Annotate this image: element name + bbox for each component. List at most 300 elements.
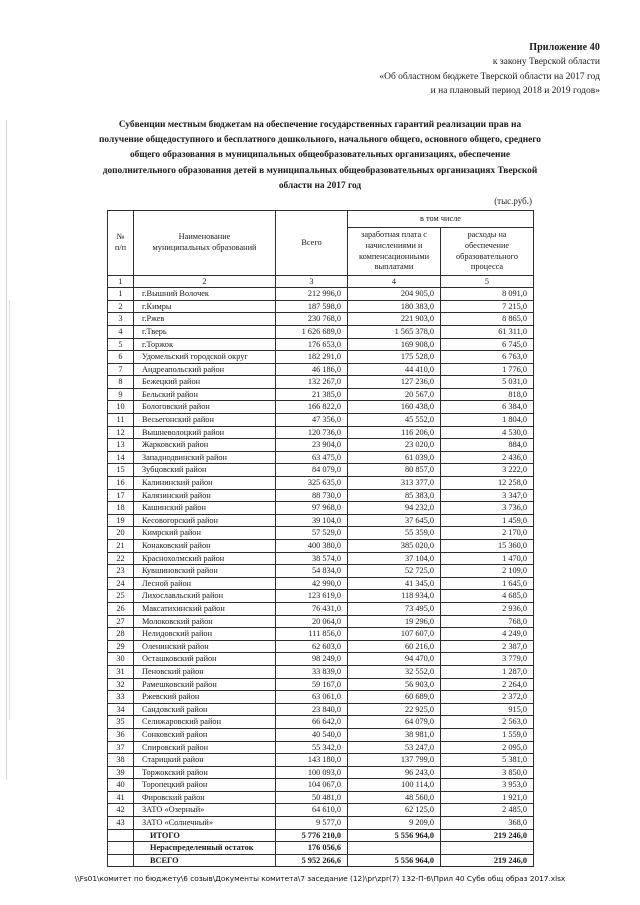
cell-process: 1 645,0 bbox=[441, 577, 534, 590]
header-salary-line2: начислениями и bbox=[365, 240, 423, 250]
table-row bbox=[108, 540, 534, 553]
scan-edge-mark-secondary bbox=[9, 300, 10, 720]
cell-row-number: 2 bbox=[108, 300, 134, 313]
table-row bbox=[108, 401, 534, 414]
cell-municipality-name: Нелидовский район bbox=[134, 628, 276, 641]
cell-row-number: 19 bbox=[108, 514, 134, 527]
cell-salary: 96 243,0 bbox=[348, 766, 441, 779]
header-process-line4: процесса bbox=[470, 262, 504, 272]
cell-salary: 5 556 964,0 bbox=[348, 854, 441, 867]
cell-process: 6 745,0 bbox=[441, 338, 534, 351]
cell-total: 62 603,0 bbox=[276, 640, 348, 653]
cell-municipality-name: ЗАТО «Озерный» bbox=[134, 804, 276, 817]
cell-total: 50 481,0 bbox=[276, 791, 348, 804]
table-row bbox=[108, 552, 534, 565]
cell-salary: 313 377,0 bbox=[348, 477, 441, 490]
cell-row-number bbox=[108, 829, 134, 842]
cell-municipality-name: ИТОГО bbox=[134, 829, 276, 842]
table-row bbox=[108, 313, 534, 326]
cell-municipality-name: Максатихинский район bbox=[134, 602, 276, 615]
table-row bbox=[108, 691, 534, 704]
cell-municipality-name: Кашинский район bbox=[134, 502, 276, 515]
cell-total: 47 356,0 bbox=[276, 414, 348, 427]
cell-salary: 45 552,0 bbox=[348, 414, 441, 427]
cell-total: 212 996,0 bbox=[276, 288, 348, 301]
cell-total: 143 180,0 bbox=[276, 754, 348, 767]
scan-edge-mark bbox=[6, 120, 7, 780]
cell-municipality-name: Кесовогорский район bbox=[134, 514, 276, 527]
subventions-table bbox=[107, 210, 534, 867]
cell-total: 20 064,0 bbox=[276, 615, 348, 628]
table-row bbox=[108, 703, 534, 716]
cell-municipality-name: Жарковский район bbox=[134, 439, 276, 452]
cell-salary: 53 247,0 bbox=[348, 741, 441, 754]
cell-municipality-name: Бежецкий район bbox=[134, 376, 276, 389]
cell-municipality-name: Андреапольский район bbox=[134, 363, 276, 376]
cell-salary: 37 104,0 bbox=[348, 552, 441, 565]
cell-municipality-name: Краснохолмский район bbox=[134, 552, 276, 565]
cell-municipality-name: ЗАТО «Солнечный» bbox=[134, 817, 276, 830]
cell-salary: 94 470,0 bbox=[348, 653, 441, 666]
table-summary-row bbox=[108, 854, 534, 867]
table-row bbox=[108, 414, 534, 427]
cell-salary: 48 560,0 bbox=[348, 791, 441, 804]
cell-salary: 62 125,0 bbox=[348, 804, 441, 817]
cell-row-number: 35 bbox=[108, 716, 134, 729]
cell-municipality-name: Бельский район bbox=[134, 388, 276, 401]
cell-salary: 385 020,0 bbox=[348, 540, 441, 553]
cell-salary: 61 039,0 bbox=[348, 451, 441, 464]
cell-salary: 94 232,0 bbox=[348, 502, 441, 515]
cell-process: 768,0 bbox=[441, 615, 534, 628]
cell-salary: 22 925,0 bbox=[348, 703, 441, 716]
table-row bbox=[108, 615, 534, 628]
title-line-2: получение общедоступного и бесплатного дошкольного, начального общего, основного общего, среднего bbox=[99, 135, 541, 146]
cell-row-number: 37 bbox=[108, 741, 134, 754]
cell-process: 2 936,0 bbox=[441, 602, 534, 615]
cell-total: 23 904,0 bbox=[276, 439, 348, 452]
cell-total: 176 056,6 bbox=[276, 842, 348, 855]
cell-municipality-name: Оленинский район bbox=[134, 640, 276, 653]
table-row bbox=[108, 602, 534, 615]
cell-row-number: 29 bbox=[108, 640, 134, 653]
cell-total: 38 574,0 bbox=[276, 552, 348, 565]
cell-total: 120 736,0 bbox=[276, 426, 348, 439]
cell-salary: 160 438,0 bbox=[348, 401, 441, 414]
table-row bbox=[108, 351, 534, 364]
cell-salary: 221 903,0 bbox=[348, 313, 441, 326]
cell-total: 5 952 266,6 bbox=[276, 854, 348, 867]
table-column-numbering-row bbox=[108, 276, 534, 288]
cell-municipality-name: г.Торжок bbox=[134, 338, 276, 351]
table-row bbox=[108, 338, 534, 351]
cell-total: 104 067,0 bbox=[276, 779, 348, 792]
cell-salary: 169 908,0 bbox=[348, 338, 441, 351]
cell-row-number: 10 bbox=[108, 401, 134, 414]
table-row bbox=[108, 565, 534, 578]
cell-process: 2 436,0 bbox=[441, 451, 534, 464]
cell-row-number: 42 bbox=[108, 804, 134, 817]
table-row bbox=[108, 766, 534, 779]
cell-row-number: 4 bbox=[108, 325, 134, 338]
table-row bbox=[108, 640, 534, 653]
header-salary-line3: компенсационными bbox=[358, 251, 430, 261]
cell-total: 123 619,0 bbox=[276, 590, 348, 603]
table-row bbox=[108, 590, 534, 603]
cell-process: 4 685,0 bbox=[441, 590, 534, 603]
table-header-group-row bbox=[108, 211, 534, 228]
appendix-number: Приложение 40 bbox=[529, 42, 600, 53]
table-row bbox=[108, 804, 534, 817]
cell-total: 21 385,0 bbox=[276, 388, 348, 401]
cell-municipality-name: Сандовский район bbox=[134, 703, 276, 716]
cell-municipality-name: Селижаровский район bbox=[134, 716, 276, 729]
cell-salary: 37 645,0 bbox=[348, 514, 441, 527]
header-name-line2: муниципальных образований bbox=[152, 243, 257, 253]
cell-municipality-name: Нераспределенный остаток bbox=[134, 842, 276, 855]
table-summary-row bbox=[108, 829, 534, 842]
cell-municipality-name: Вышневолоцкий район bbox=[134, 426, 276, 439]
cell-municipality-name: Кимрский район bbox=[134, 527, 276, 540]
cell-total: 66 642,0 bbox=[276, 716, 348, 729]
cell-total: 187 598,0 bbox=[276, 300, 348, 313]
cell-process: 5 031,0 bbox=[441, 376, 534, 389]
cell-total: 64 610,0 bbox=[276, 804, 348, 817]
cell-process: 3 736,0 bbox=[441, 502, 534, 515]
table-row bbox=[108, 363, 534, 376]
cell-salary: 5 556 964,0 bbox=[348, 829, 441, 842]
file-path-footer: \\Fs01\комитет по бюджету\6 созыв\Документы комитета\7 заседание (12)\pr\zpr(7) 132-П-6\Прил 40 Субв общ образ 2017.xlsx bbox=[74, 874, 566, 883]
cell-row-number: 14 bbox=[108, 451, 134, 464]
cell-municipality-name: Калязинский район bbox=[134, 489, 276, 502]
cell-total: 39 104,0 bbox=[276, 514, 348, 527]
table-row bbox=[108, 791, 534, 804]
cell-process: 2 372,0 bbox=[441, 691, 534, 704]
table-row bbox=[108, 678, 534, 691]
cell-total: 63 475,0 bbox=[276, 451, 348, 464]
cell-row-number: 31 bbox=[108, 665, 134, 678]
cell-total: 176 653,0 bbox=[276, 338, 348, 351]
header-salary-line1: заработная плата с bbox=[361, 230, 427, 239]
header-number-line2: п/п bbox=[114, 243, 127, 253]
cell-salary: 118 934,0 bbox=[348, 590, 441, 603]
cell-municipality-name: Спировский район bbox=[134, 741, 276, 754]
cell-process: 1 287,0 bbox=[441, 665, 534, 678]
cell-process: 915,0 bbox=[441, 703, 534, 716]
header-row-number bbox=[108, 211, 134, 276]
header-process-line2: обеспечение bbox=[464, 240, 510, 250]
cell-salary: 32 552,0 bbox=[348, 665, 441, 678]
cell-salary: 100 114,0 bbox=[348, 779, 441, 792]
cell-salary: 19 296,0 bbox=[348, 615, 441, 628]
cell-total: 40 540,0 bbox=[276, 728, 348, 741]
table-head bbox=[108, 211, 534, 288]
cell-municipality-name: Рамешковский район bbox=[134, 678, 276, 691]
cell-salary: 107 607,0 bbox=[348, 628, 441, 641]
cell-process: 61 311,0 bbox=[441, 325, 534, 338]
cell-total: 9 577,0 bbox=[276, 817, 348, 830]
cell-row-number: 9 bbox=[108, 388, 134, 401]
cell-process: 12 258,0 bbox=[441, 477, 534, 490]
cell-row-number: 16 bbox=[108, 477, 134, 490]
cell-municipality-name: ВСЕГО bbox=[134, 854, 276, 867]
cell-total: 325 635,0 bbox=[276, 477, 348, 490]
cell-process: 2 109,0 bbox=[441, 565, 534, 578]
cell-municipality-name: Осташковский район bbox=[134, 653, 276, 666]
cell-row-number: 1 bbox=[108, 288, 134, 301]
cell-process: 4 249,0 bbox=[441, 628, 534, 641]
cell-process: 7 215,0 bbox=[441, 300, 534, 313]
cell-process: 3 222,0 bbox=[441, 464, 534, 477]
cell-process: 1 776,0 bbox=[441, 363, 534, 376]
cell-municipality-name: Западнодвинский район bbox=[134, 451, 276, 464]
cell-salary: 204 905,0 bbox=[348, 288, 441, 301]
cell-total: 166 822,0 bbox=[276, 401, 348, 414]
cell-municipality-name: Старицкий район bbox=[134, 754, 276, 767]
cell-row-number: 24 bbox=[108, 577, 134, 590]
cell-total: 88 730,0 bbox=[276, 489, 348, 502]
cell-salary: 116 206,0 bbox=[348, 426, 441, 439]
header-process-column bbox=[441, 228, 534, 276]
cell-municipality-name: Кувшиновский район bbox=[134, 565, 276, 578]
table-row bbox=[108, 754, 534, 767]
table-row bbox=[108, 477, 534, 490]
cell-municipality-name: г.Вышний Волочек bbox=[134, 288, 276, 301]
cell-total: 5 776 210,0 bbox=[276, 829, 348, 842]
cell-process: 219 246,0 bbox=[441, 854, 534, 867]
cell-municipality-name: Торжокский район bbox=[134, 766, 276, 779]
cell-municipality-name: Фировский район bbox=[134, 791, 276, 804]
header-number-line1: № bbox=[116, 232, 125, 242]
cell-process: 1 559,0 bbox=[441, 728, 534, 741]
cell-process: 3 850,0 bbox=[441, 766, 534, 779]
cell-row-number: 43 bbox=[108, 817, 134, 830]
cell-process: 8 865,0 bbox=[441, 313, 534, 326]
header-name-line1: Наименование bbox=[178, 232, 231, 242]
cell-process: 5 381,0 bbox=[441, 754, 534, 767]
cell-salary: 137 799,0 bbox=[348, 754, 441, 767]
header-law-line: к закону Тверской области bbox=[492, 57, 600, 68]
cell-salary bbox=[348, 842, 441, 855]
cell-total: 33 839,0 bbox=[276, 665, 348, 678]
cell-row-number: 39 bbox=[108, 766, 134, 779]
table-row bbox=[108, 439, 534, 452]
cell-municipality-name: г.Тверь bbox=[134, 325, 276, 338]
cell-row-number: 17 bbox=[108, 489, 134, 502]
table-row bbox=[108, 489, 534, 502]
cell-municipality-name: Бологовский район bbox=[134, 401, 276, 414]
header-budget-line: «Об областном бюджете Тверской области на 2017 год bbox=[379, 71, 600, 82]
cell-salary: 60 689,0 bbox=[348, 691, 441, 704]
header-municipality-name bbox=[134, 211, 276, 276]
cell-row-number: 18 bbox=[108, 502, 134, 515]
cell-row-number: 34 bbox=[108, 703, 134, 716]
table-row bbox=[108, 288, 534, 301]
cell-total: 54 834,0 bbox=[276, 565, 348, 578]
document-header bbox=[170, 40, 600, 99]
cell-salary: 127 236,0 bbox=[348, 376, 441, 389]
cell-row-number: 11 bbox=[108, 414, 134, 427]
cell-process: 2 095,0 bbox=[441, 741, 534, 754]
cell-process: 368,0 bbox=[441, 817, 534, 830]
cell-salary: 9 209,0 bbox=[348, 817, 441, 830]
cell-total: 46 186,0 bbox=[276, 363, 348, 376]
cell-process: 219 246,0 bbox=[441, 829, 534, 842]
cell-row-number: 13 bbox=[108, 439, 134, 452]
cell-municipality-name: Сонковский район bbox=[134, 728, 276, 741]
cell-process: 3 347,0 bbox=[441, 489, 534, 502]
cell-salary: 1 565 378,0 bbox=[348, 325, 441, 338]
cell-salary: 38 981,0 bbox=[348, 728, 441, 741]
cell-process: 15 360,0 bbox=[441, 540, 534, 553]
cell-total: 111 856,0 bbox=[276, 628, 348, 641]
header-salary-column bbox=[348, 228, 441, 276]
cell-process: 1 470,0 bbox=[441, 552, 534, 565]
cell-row-number bbox=[108, 854, 134, 867]
cell-salary: 64 079,0 bbox=[348, 716, 441, 729]
cell-process: 2 264,0 bbox=[441, 678, 534, 691]
cell-salary: 85 383,0 bbox=[348, 489, 441, 502]
cell-row-number: 28 bbox=[108, 628, 134, 641]
cell-municipality-name: Калининский район bbox=[134, 477, 276, 490]
cell-row-number: 27 bbox=[108, 615, 134, 628]
cell-municipality-name: Удомельский городской округ bbox=[134, 351, 276, 364]
cell-row-number: 5 bbox=[108, 338, 134, 351]
table-row bbox=[108, 728, 534, 741]
cell-row-number: 23 bbox=[108, 565, 134, 578]
cell-row-number: 6 bbox=[108, 351, 134, 364]
cell-municipality-name: Лесной район bbox=[134, 577, 276, 590]
cell-total: 97 968,0 bbox=[276, 502, 348, 515]
cell-total: 100 093,0 bbox=[276, 766, 348, 779]
col-index-1: 1 bbox=[108, 276, 134, 288]
cell-total: 98 249,0 bbox=[276, 653, 348, 666]
table-row bbox=[108, 464, 534, 477]
cell-row-number: 26 bbox=[108, 602, 134, 615]
title-line-4: дополнительного образования детей в муниципальных общеобразовательных организациях Тверской bbox=[102, 165, 538, 176]
page-title bbox=[86, 118, 554, 194]
header-process-line3: образовательного bbox=[455, 251, 519, 261]
cell-process: 6 384,0 bbox=[441, 401, 534, 414]
cell-municipality-name: Весьегонский район bbox=[134, 414, 276, 427]
units-label: (тыс.руб.) bbox=[494, 196, 532, 206]
table-row bbox=[108, 300, 534, 313]
cell-salary: 52 725,0 bbox=[348, 565, 441, 578]
header-breakdown-group: в том числе bbox=[348, 211, 534, 228]
cell-salary: 80 857,0 bbox=[348, 464, 441, 477]
cell-row-number bbox=[108, 842, 134, 855]
cell-row-number: 40 bbox=[108, 779, 134, 792]
header-process-line1: расходы на bbox=[467, 230, 507, 239]
cell-total: 182 291,0 bbox=[276, 351, 348, 364]
cell-row-number: 15 bbox=[108, 464, 134, 477]
cell-municipality-name: г.Ржев bbox=[134, 313, 276, 326]
cell-row-number: 41 bbox=[108, 791, 134, 804]
cell-municipality-name: г.Кимры bbox=[134, 300, 276, 313]
cell-process: 2 485,0 bbox=[441, 804, 534, 817]
table-row bbox=[108, 376, 534, 389]
cell-salary: 55 359,0 bbox=[348, 527, 441, 540]
table-row bbox=[108, 741, 534, 754]
cell-total: 230 768,0 bbox=[276, 313, 348, 326]
cell-row-number: 3 bbox=[108, 313, 134, 326]
table-summary-row bbox=[108, 842, 534, 855]
cell-row-number: 12 bbox=[108, 426, 134, 439]
cell-process: 884,0 bbox=[441, 439, 534, 452]
table-row bbox=[108, 388, 534, 401]
table-row bbox=[108, 426, 534, 439]
cell-total: 42 990,0 bbox=[276, 577, 348, 590]
cell-salary: 23 020,0 bbox=[348, 439, 441, 452]
cell-salary: 44 410,0 bbox=[348, 363, 441, 376]
cell-row-number: 30 bbox=[108, 653, 134, 666]
cell-total: 400 380,0 bbox=[276, 540, 348, 553]
cell-process: 2 563,0 bbox=[441, 716, 534, 729]
cell-salary: 56 903,0 bbox=[348, 678, 441, 691]
cell-row-number: 20 bbox=[108, 527, 134, 540]
cell-row-number: 38 bbox=[108, 754, 134, 767]
cell-process: 2 387,0 bbox=[441, 640, 534, 653]
cell-total: 63 061,0 bbox=[276, 691, 348, 704]
table-row bbox=[108, 716, 534, 729]
cell-row-number: 7 bbox=[108, 363, 134, 376]
table-row bbox=[108, 514, 534, 527]
cell-municipality-name: Лихославльский район bbox=[134, 590, 276, 603]
table-body bbox=[108, 288, 534, 867]
cell-municipality-name: Молоковский район bbox=[134, 615, 276, 628]
cell-salary: 175 528,0 bbox=[348, 351, 441, 364]
col-index-5: 5 bbox=[441, 276, 534, 288]
cell-process: 8 091,0 bbox=[441, 288, 534, 301]
cell-row-number: 25 bbox=[108, 590, 134, 603]
col-index-2: 2 bbox=[134, 276, 276, 288]
cell-process bbox=[441, 842, 534, 855]
table-row bbox=[108, 817, 534, 830]
cell-salary: 60 216,0 bbox=[348, 640, 441, 653]
cell-salary: 73 495,0 bbox=[348, 602, 441, 615]
col-index-3: 3 bbox=[276, 276, 348, 288]
title-line-3: общего образования в муниципальных общеобразовательных организациях, обеспечение bbox=[129, 150, 511, 161]
col-index-4: 4 bbox=[348, 276, 441, 288]
table-row bbox=[108, 451, 534, 464]
cell-process: 1 804,0 bbox=[441, 414, 534, 427]
cell-total: 59 167,0 bbox=[276, 678, 348, 691]
table-row bbox=[108, 527, 534, 540]
cell-process: 6 763,0 bbox=[441, 351, 534, 364]
cell-total: 84 079,0 bbox=[276, 464, 348, 477]
cell-row-number: 32 bbox=[108, 678, 134, 691]
table-row bbox=[108, 325, 534, 338]
cell-row-number: 22 bbox=[108, 552, 134, 565]
cell-process: 1 459,0 bbox=[441, 514, 534, 527]
cell-total: 23 840,0 bbox=[276, 703, 348, 716]
cell-municipality-name: Зубцовский район bbox=[134, 464, 276, 477]
cell-salary: 20 567,0 bbox=[348, 388, 441, 401]
cell-process: 2 170,0 bbox=[441, 527, 534, 540]
cell-total: 55 342,0 bbox=[276, 741, 348, 754]
cell-process: 3 953,0 bbox=[441, 779, 534, 792]
cell-row-number: 33 bbox=[108, 691, 134, 704]
title-line-1: Субвенции местным бюджетам на обеспечение государственных гарантий реализации прав на bbox=[118, 120, 522, 130]
cell-total: 1 626 689,0 bbox=[276, 325, 348, 338]
title-line-5: области на 2017 год bbox=[278, 180, 362, 191]
header-salary-line4: выплатами bbox=[374, 262, 414, 272]
cell-municipality-name: Пеновский район bbox=[134, 665, 276, 678]
cell-process: 4 530,0 bbox=[441, 426, 534, 439]
cell-row-number: 21 bbox=[108, 540, 134, 553]
header-total: Всего bbox=[276, 211, 348, 276]
cell-total: 132 267,0 bbox=[276, 376, 348, 389]
